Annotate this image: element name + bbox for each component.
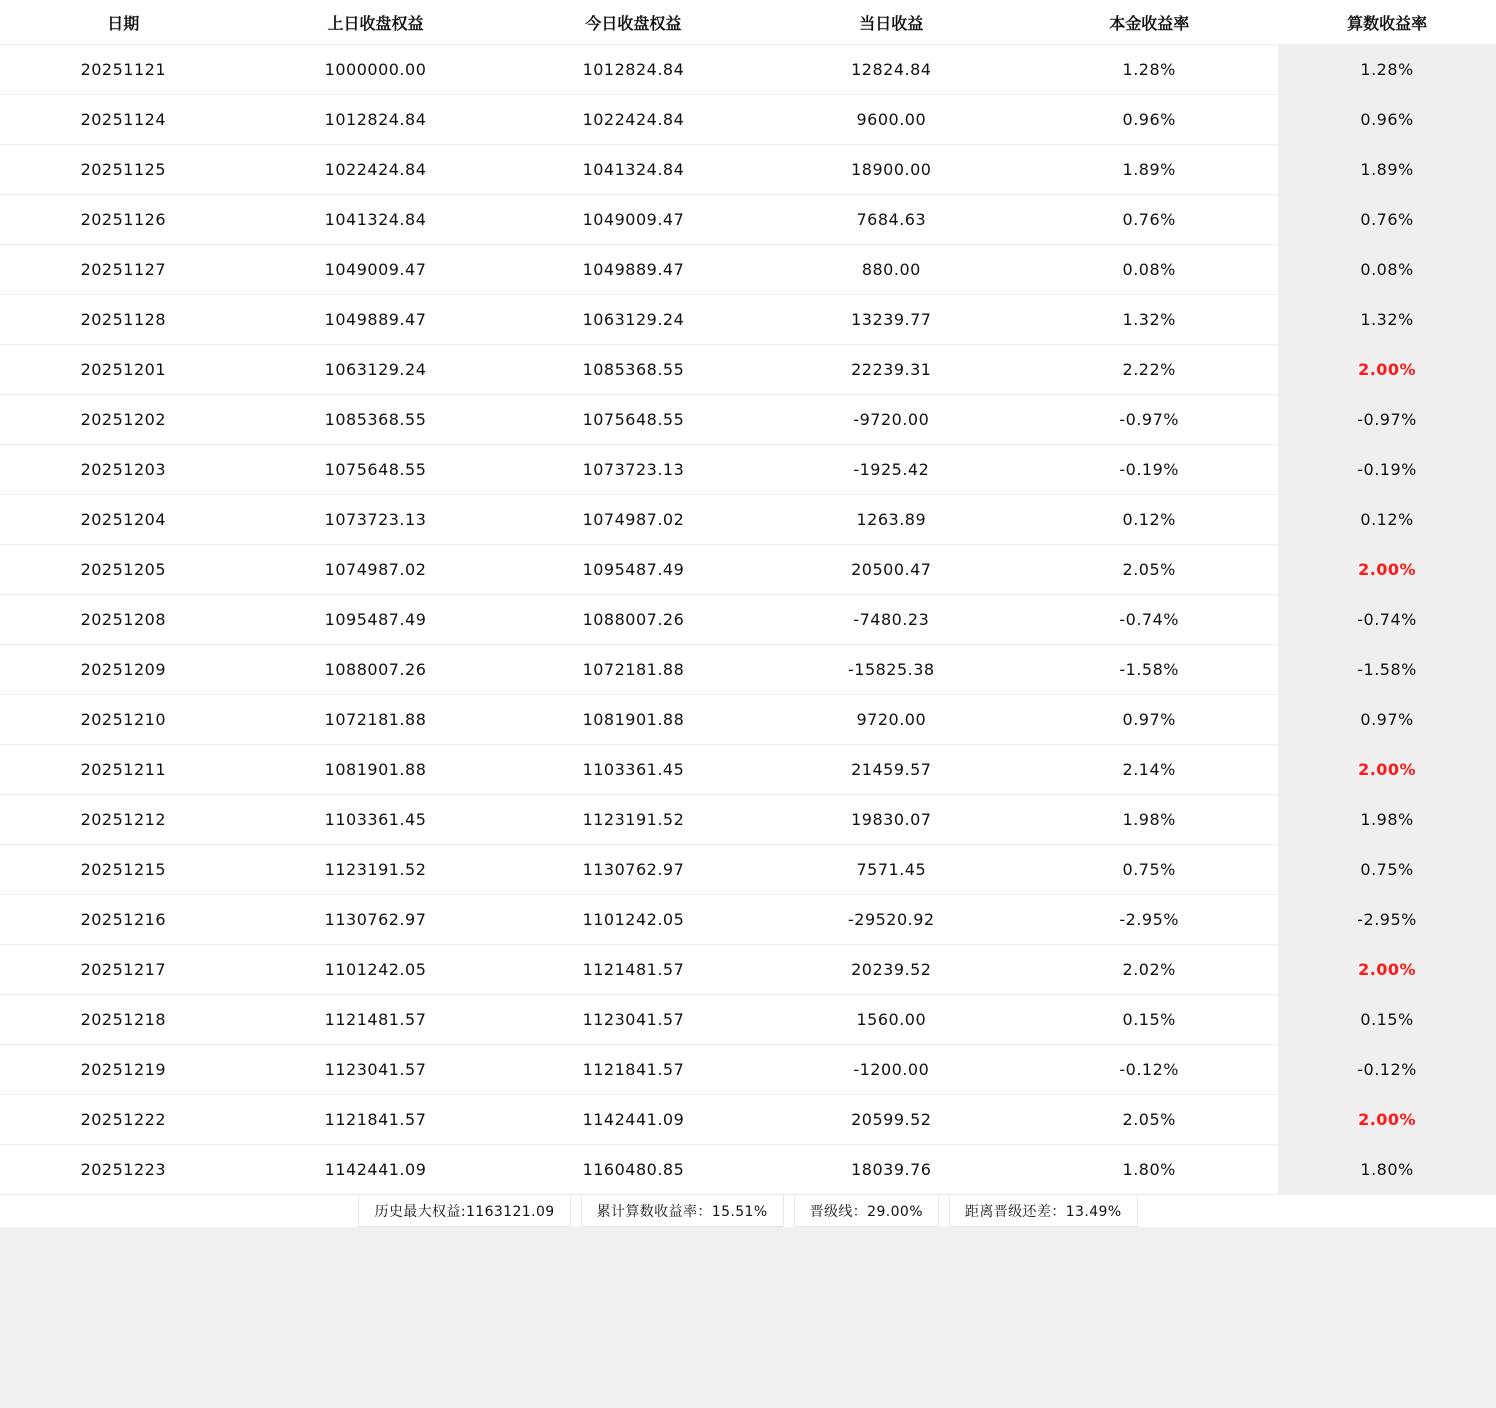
cell-arithmetic-rate: 1.28%: [1278, 45, 1496, 95]
cell-daily-pnl: 19830.07: [762, 795, 1020, 845]
cell-daily-pnl: -9720.00: [762, 395, 1020, 445]
cell-date: 20251121: [0, 45, 247, 95]
cell-today-equity: 1073723.13: [504, 445, 762, 495]
cell-daily-pnl: 7571.45: [762, 845, 1020, 895]
table-row: [0, 395, 1496, 445]
cell-date: 20251124: [0, 95, 247, 145]
cell-daily-pnl: 18900.00: [762, 145, 1020, 195]
cell-prev-equity: 1041324.84: [247, 195, 505, 245]
cell-principal-rate: 2.22%: [1020, 345, 1278, 395]
cell-daily-pnl: 20500.47: [762, 545, 1020, 595]
cell-date: 20251128: [0, 295, 247, 345]
cell-date: 20251211: [0, 745, 247, 795]
cell-today-equity: 1123191.52: [504, 795, 762, 845]
cell-prev-equity: 1085368.55: [247, 395, 505, 445]
cell-today-equity: 1121481.57: [504, 945, 762, 995]
cell-prev-equity: 1101242.05: [247, 945, 505, 995]
table-row: [0, 145, 1496, 195]
table-row: [0, 1095, 1496, 1145]
cell-principal-rate: 2.14%: [1020, 745, 1278, 795]
table-row: [0, 795, 1496, 845]
cell-principal-rate: 1.98%: [1020, 795, 1278, 845]
header-arithmetic-rate: 算数收益率: [1278, 0, 1496, 45]
cell-date: 20251222: [0, 1095, 247, 1145]
cell-principal-rate: 1.80%: [1020, 1145, 1278, 1195]
cell-prev-equity: 1095487.49: [247, 595, 505, 645]
cell-date: 20251215: [0, 845, 247, 895]
cell-arithmetic-rate: -0.74%: [1278, 595, 1496, 645]
header-today-equity: 今日收盘权益: [504, 0, 762, 45]
table-row: [0, 345, 1496, 395]
header-daily-pnl: 当日收益: [762, 0, 1020, 45]
table-row: [0, 545, 1496, 595]
cell-arithmetic-rate: 0.75%: [1278, 845, 1496, 895]
table-row: [0, 645, 1496, 695]
cell-prev-equity: 1022424.84: [247, 145, 505, 195]
summary-bar: [0, 1195, 1496, 1227]
cell-prev-equity: 1000000.00: [247, 45, 505, 95]
cell-daily-pnl: 21459.57: [762, 745, 1020, 795]
cell-daily-pnl: 1560.00: [762, 995, 1020, 1045]
cell-today-equity: 1085368.55: [504, 345, 762, 395]
table-row: [0, 895, 1496, 945]
cell-today-equity: 1103361.45: [504, 745, 762, 795]
cell-today-equity: 1012824.84: [504, 45, 762, 95]
cell-today-equity: 1081901.88: [504, 695, 762, 745]
table-row: [0, 1045, 1496, 1095]
cell-today-equity: 1130762.97: [504, 845, 762, 895]
cell-principal-rate: 1.89%: [1020, 145, 1278, 195]
cell-today-equity: 1121841.57: [504, 1045, 762, 1095]
header-prev-equity: 上日收盘权益: [247, 0, 505, 45]
cell-date: 20251219: [0, 1045, 247, 1095]
cell-arithmetic-rate: 1.32%: [1278, 295, 1496, 345]
cell-today-equity: 1049009.47: [504, 195, 762, 245]
cell-prev-equity: 1088007.26: [247, 645, 505, 695]
cell-today-equity: 1095487.49: [504, 545, 762, 595]
header-principal-rate: 本金收益率: [1020, 0, 1278, 45]
cell-principal-rate: -0.74%: [1020, 595, 1278, 645]
cell-date: 20251216: [0, 895, 247, 945]
cell-prev-equity: 1049009.47: [247, 245, 505, 295]
cell-date: 20251218: [0, 995, 247, 1045]
cell-principal-rate: 2.05%: [1020, 545, 1278, 595]
cell-today-equity: 1022424.84: [504, 95, 762, 145]
cell-principal-rate: 0.08%: [1020, 245, 1278, 295]
cell-principal-rate: 0.97%: [1020, 695, 1278, 745]
cell-daily-pnl: 20599.52: [762, 1095, 1020, 1145]
cell-prev-equity: 1073723.13: [247, 495, 505, 545]
cell-daily-pnl: 7684.63: [762, 195, 1020, 245]
cell-date: 20251201: [0, 345, 247, 395]
cell-date: 20251210: [0, 695, 247, 745]
cell-daily-pnl: -7480.23: [762, 595, 1020, 645]
cell-daily-pnl: 12824.84: [762, 45, 1020, 95]
cell-prev-equity: 1072181.88: [247, 695, 505, 745]
cell-date: 20251202: [0, 395, 247, 445]
cell-date: 20251204: [0, 495, 247, 545]
cell-prev-equity: 1123191.52: [247, 845, 505, 895]
cell-principal-rate: 0.76%: [1020, 195, 1278, 245]
cell-date: 20251205: [0, 545, 247, 595]
cell-arithmetic-rate: 2.00%: [1278, 745, 1496, 795]
cell-date: 20251127: [0, 245, 247, 295]
table-row: [0, 695, 1496, 745]
cumulative-rate-stat: 累计算数收益率：15.51%: [581, 1195, 784, 1227]
cell-daily-pnl: 22239.31: [762, 345, 1020, 395]
cell-prev-equity: 1121481.57: [247, 995, 505, 1045]
cell-prev-equity: 1012824.84: [247, 95, 505, 145]
cell-today-equity: 1101242.05: [504, 895, 762, 945]
cell-prev-equity: 1103361.45: [247, 795, 505, 845]
table-row: [0, 45, 1496, 95]
cell-arithmetic-rate: 2.00%: [1278, 345, 1496, 395]
cell-principal-rate: -2.95%: [1020, 895, 1278, 945]
cell-today-equity: 1072181.88: [504, 645, 762, 695]
cell-arithmetic-rate: 2.00%: [1278, 1095, 1496, 1145]
cell-daily-pnl: -29520.92: [762, 895, 1020, 945]
cell-today-equity: 1142441.09: [504, 1095, 762, 1145]
table-row: [0, 995, 1496, 1045]
cell-arithmetic-rate: -0.19%: [1278, 445, 1496, 495]
cell-arithmetic-rate: 0.15%: [1278, 995, 1496, 1045]
cell-date: 20251125: [0, 145, 247, 195]
cell-date: 20251212: [0, 795, 247, 845]
cell-prev-equity: 1130762.97: [247, 895, 505, 945]
cell-prev-equity: 1063129.24: [247, 345, 505, 395]
table-header-row: [0, 0, 1496, 45]
table-row: [0, 945, 1496, 995]
table-row: [0, 845, 1496, 895]
cell-daily-pnl: 1263.89: [762, 495, 1020, 545]
cell-daily-pnl: 880.00: [762, 245, 1020, 295]
promotion-line-stat: 晋级线：29.00%: [794, 1195, 939, 1227]
cell-arithmetic-rate: -1.58%: [1278, 645, 1496, 695]
cell-date: 20251208: [0, 595, 247, 645]
cell-principal-rate: 0.15%: [1020, 995, 1278, 1045]
cell-prev-equity: 1081901.88: [247, 745, 505, 795]
cell-principal-rate: -0.97%: [1020, 395, 1278, 445]
cell-arithmetic-rate: 1.80%: [1278, 1145, 1496, 1195]
cell-date: 20251126: [0, 195, 247, 245]
cell-arithmetic-rate: 2.00%: [1278, 545, 1496, 595]
cell-principal-rate: 0.12%: [1020, 495, 1278, 545]
cell-arithmetic-rate: 0.97%: [1278, 695, 1496, 745]
remaining-to-promotion-stat: 距离晋级还差：13.49%: [949, 1195, 1138, 1227]
cell-arithmetic-rate: 0.96%: [1278, 95, 1496, 145]
cell-daily-pnl: 20239.52: [762, 945, 1020, 995]
cell-arithmetic-rate: 0.08%: [1278, 245, 1496, 295]
cell-today-equity: 1063129.24: [504, 295, 762, 345]
cell-prev-equity: 1074987.02: [247, 545, 505, 595]
cell-prev-equity: 1142441.09: [247, 1145, 505, 1195]
cell-principal-rate: 2.02%: [1020, 945, 1278, 995]
cell-date: 20251209: [0, 645, 247, 695]
table-row: [0, 595, 1496, 645]
cell-principal-rate: 1.32%: [1020, 295, 1278, 345]
max-equity-stat: 历史最大权益:1163121.09: [358, 1195, 570, 1227]
table-row: [0, 95, 1496, 145]
cell-prev-equity: 1121841.57: [247, 1095, 505, 1145]
cell-principal-rate: 1.28%: [1020, 45, 1278, 95]
cell-daily-pnl: 18039.76: [762, 1145, 1020, 1195]
table-body: [0, 45, 1496, 1195]
table-row: [0, 295, 1496, 345]
cell-today-equity: 1075648.55: [504, 395, 762, 445]
cell-daily-pnl: -15825.38: [762, 645, 1020, 695]
cell-today-equity: 1074987.02: [504, 495, 762, 545]
cell-today-equity: 1088007.26: [504, 595, 762, 645]
cell-daily-pnl: 9720.00: [762, 695, 1020, 745]
table-row: [0, 495, 1496, 545]
cell-arithmetic-rate: 0.12%: [1278, 495, 1496, 545]
cell-principal-rate: -1.58%: [1020, 645, 1278, 695]
cell-today-equity: 1049889.47: [504, 245, 762, 295]
table-row: [0, 445, 1496, 495]
cell-principal-rate: -0.19%: [1020, 445, 1278, 495]
cell-prev-equity: 1075648.55: [247, 445, 505, 495]
table-row: [0, 245, 1496, 295]
cell-arithmetic-rate: 0.76%: [1278, 195, 1496, 245]
cell-daily-pnl: 9600.00: [762, 95, 1020, 145]
cell-today-equity: 1160480.85: [504, 1145, 762, 1195]
table-row: [0, 195, 1496, 245]
cell-daily-pnl: 13239.77: [762, 295, 1020, 345]
cell-principal-rate: 2.05%: [1020, 1095, 1278, 1145]
cell-date: 20251203: [0, 445, 247, 495]
cell-arithmetic-rate: -0.12%: [1278, 1045, 1496, 1095]
cell-today-equity: 1041324.84: [504, 145, 762, 195]
cell-principal-rate: -0.12%: [1020, 1045, 1278, 1095]
cell-today-equity: 1123041.57: [504, 995, 762, 1045]
cell-principal-rate: 0.96%: [1020, 95, 1278, 145]
cell-daily-pnl: -1200.00: [762, 1045, 1020, 1095]
header-date: 日期: [0, 0, 247, 45]
cell-arithmetic-rate: 1.98%: [1278, 795, 1496, 845]
table-row: [0, 745, 1496, 795]
cell-arithmetic-rate: -2.95%: [1278, 895, 1496, 945]
cell-principal-rate: 0.75%: [1020, 845, 1278, 895]
cell-arithmetic-rate: -0.97%: [1278, 395, 1496, 445]
cell-daily-pnl: -1925.42: [762, 445, 1020, 495]
cell-prev-equity: 1123041.57: [247, 1045, 505, 1095]
cell-prev-equity: 1049889.47: [247, 295, 505, 345]
cell-arithmetic-rate: 2.00%: [1278, 945, 1496, 995]
cell-date: 20251217: [0, 945, 247, 995]
table-row: [0, 1145, 1496, 1195]
cell-date: 20251223: [0, 1145, 247, 1195]
cell-arithmetic-rate: 1.89%: [1278, 145, 1496, 195]
